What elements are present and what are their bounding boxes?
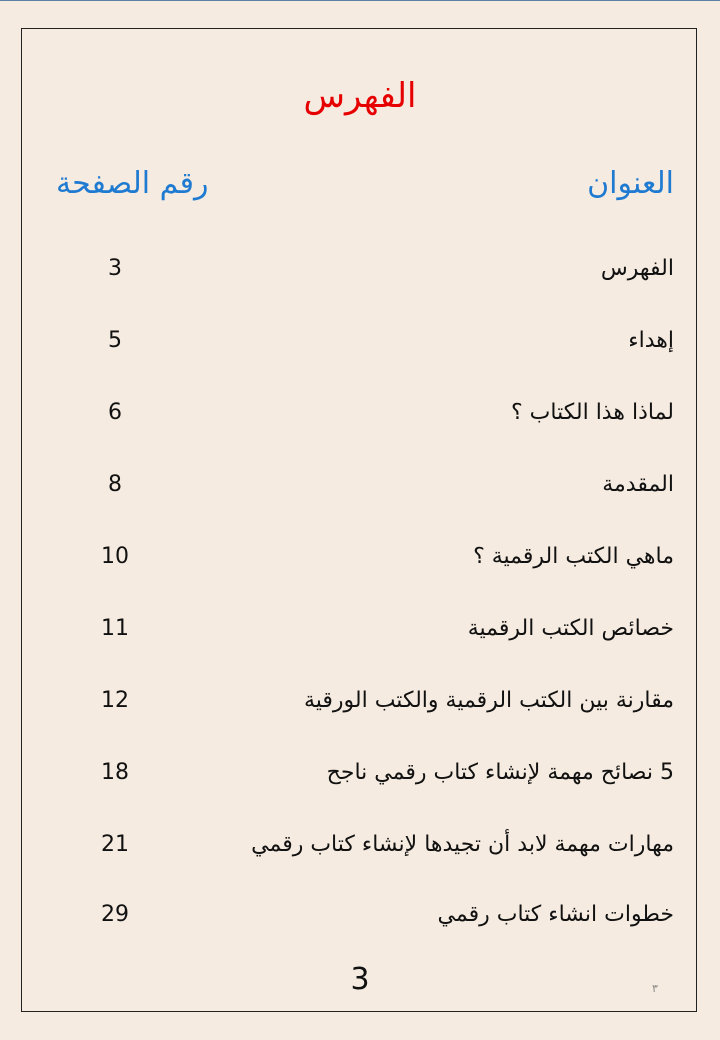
toc-title: الفهرس bbox=[303, 76, 417, 116]
toc-entry-title: المقدمة bbox=[602, 472, 674, 497]
toc-entry-title: الفهرس bbox=[600, 256, 674, 281]
toc-entry-title: 5 نصائح مهمة لإنشاء كتاب رقمي ناجح bbox=[326, 760, 674, 785]
toc-entry-page: 21 bbox=[101, 832, 129, 857]
toc-entry-page: 6 bbox=[108, 400, 122, 425]
toc-row[interactable] bbox=[60, 616, 674, 656]
footer-page-number: 3 bbox=[350, 962, 370, 997]
toc-row[interactable] bbox=[60, 256, 674, 296]
toc-entry-page: 3 bbox=[108, 256, 122, 281]
toc-row[interactable] bbox=[60, 688, 674, 728]
toc-entry-page: 18 bbox=[101, 760, 129, 785]
toc-entry-page: 5 bbox=[108, 328, 122, 353]
toc-entry-title: ماهي الكتب الرقمية ؟ bbox=[473, 544, 674, 569]
toc-entry-page: 8 bbox=[108, 472, 122, 497]
toc-entry-page: 11 bbox=[101, 616, 129, 641]
toc-entry-page: 10 bbox=[101, 544, 129, 569]
toc-entry-page: 12 bbox=[101, 688, 129, 713]
toc-row[interactable] bbox=[60, 544, 674, 584]
toc-row[interactable] bbox=[60, 400, 674, 440]
toc-row[interactable] bbox=[60, 472, 674, 512]
toc-row[interactable] bbox=[60, 760, 674, 800]
toc-row[interactable] bbox=[60, 902, 674, 942]
column-header-page-number: رقم الصفحة bbox=[56, 166, 209, 201]
column-header-title: العنوان bbox=[587, 166, 674, 201]
toc-entry-title: خطوات انشاء كتاب رقمي bbox=[437, 902, 674, 927]
toc-entry-title: إهداء bbox=[628, 328, 674, 353]
toc-entry-title: لماذا هذا الكتاب ؟ bbox=[511, 400, 674, 425]
toc-row[interactable] bbox=[60, 832, 674, 872]
toc-entry-title: مقارنة بين الكتب الرقمية والكتب الورقية bbox=[303, 688, 674, 713]
toc-row[interactable] bbox=[60, 328, 674, 368]
top-border-line bbox=[0, 0, 720, 1]
toc-entry-page: 29 bbox=[101, 902, 129, 927]
toc-entry-title: مهارات مهمة لابد أن تجيدها لإنشاء كتاب رقمي bbox=[251, 832, 674, 857]
toc-entry-title: خصائص الكتب الرقمية bbox=[467, 616, 674, 641]
footer-arabic-page-number: ٣ bbox=[652, 982, 658, 995]
